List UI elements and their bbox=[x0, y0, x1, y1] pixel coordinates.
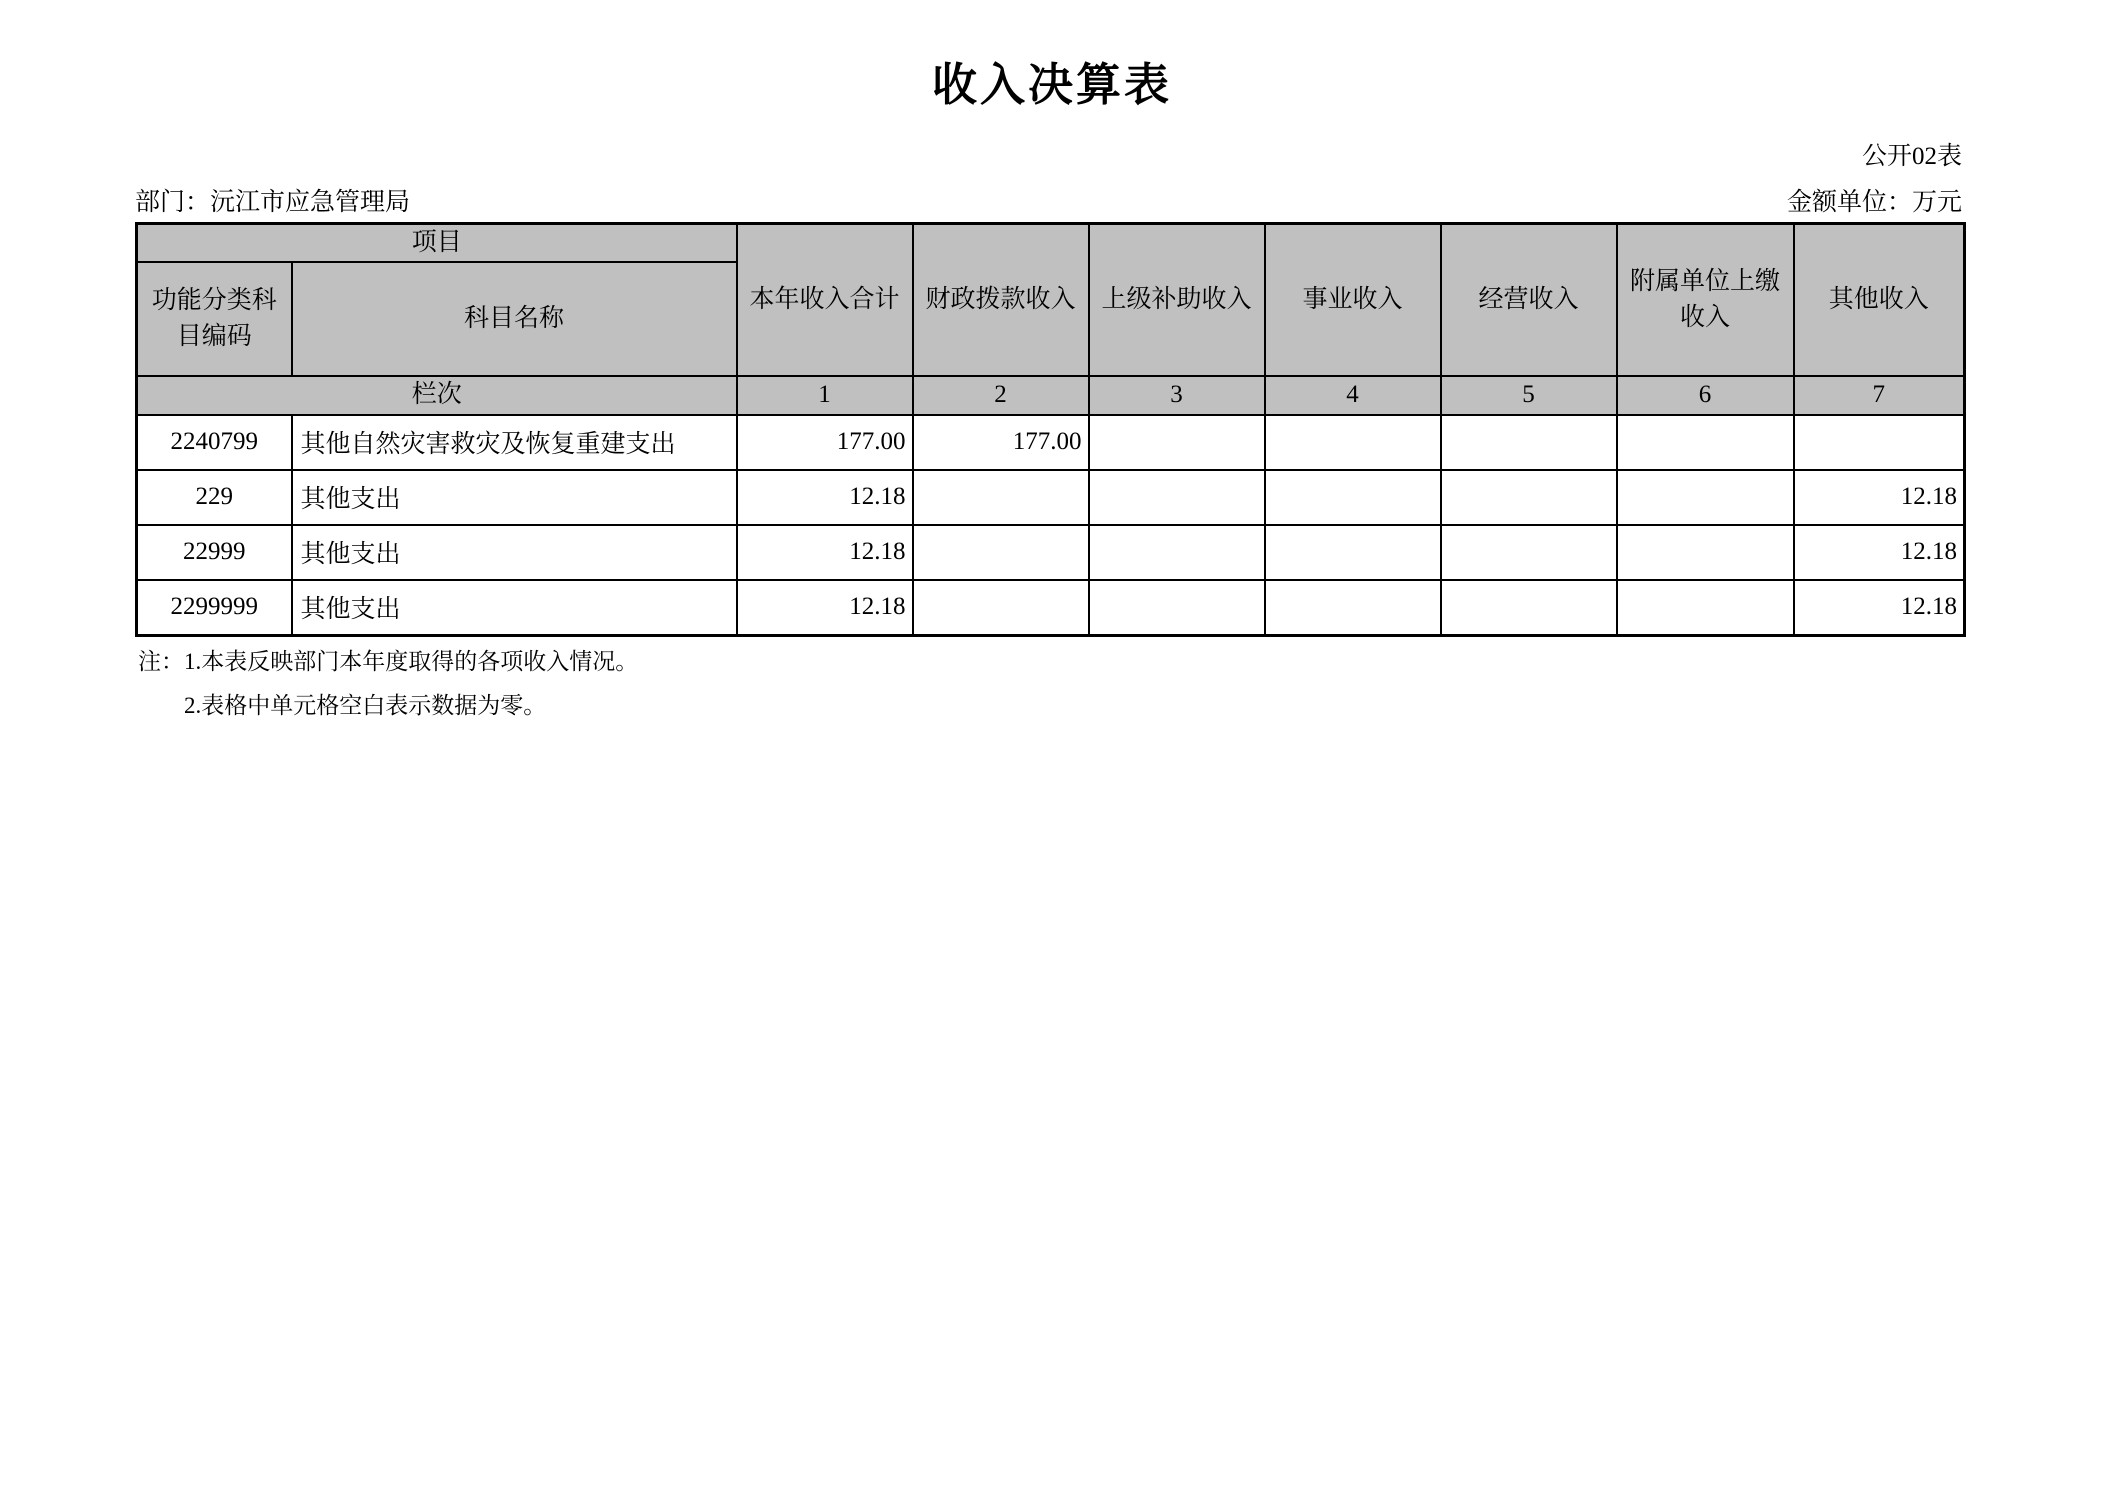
value-cell bbox=[1265, 525, 1441, 580]
header-project-group: 项目 bbox=[137, 224, 737, 263]
row-code-cell: 22999 bbox=[137, 525, 292, 580]
header-col-superior-subsidy-income: 上级补助收入 bbox=[1089, 224, 1265, 377]
value-cell bbox=[913, 470, 1089, 525]
column-number-5: 5 bbox=[1441, 376, 1617, 414]
row-code-cell: 229 bbox=[137, 470, 292, 525]
value-cell bbox=[1617, 470, 1794, 525]
row-code-cell: 2299999 bbox=[137, 580, 292, 636]
table-row bbox=[137, 470, 1965, 525]
value-cell: 12.18 bbox=[1794, 580, 1965, 636]
table-row bbox=[137, 415, 1965, 470]
footnotes bbox=[138, 648, 638, 719]
value-cell bbox=[1794, 415, 1965, 470]
sheet-label: 公开02表 bbox=[1861, 143, 1962, 170]
value-cell: 12.18 bbox=[1794, 470, 1965, 525]
header-col-operating-income: 经营收入 bbox=[1441, 224, 1617, 377]
value-cell bbox=[1265, 415, 1441, 470]
column-number-2: 2 bbox=[913, 376, 1089, 414]
value-cell: 12.18 bbox=[737, 580, 913, 636]
header-col-affiliated-unit-remitted-income: 附属单位上缴收入 bbox=[1617, 224, 1794, 377]
header-subject-name-label: 科目名称 bbox=[292, 262, 737, 376]
header-row-groups bbox=[137, 224, 1965, 263]
value-cell bbox=[1617, 525, 1794, 580]
header-col-fiscal-allocation-income: 财政拨款收入 bbox=[913, 224, 1089, 377]
column-number-3: 3 bbox=[1089, 376, 1265, 414]
value-cell bbox=[1441, 470, 1617, 525]
value-cell: 12.18 bbox=[737, 470, 913, 525]
row-name-cell: 其他支出 bbox=[292, 525, 737, 580]
value-cell bbox=[1441, 415, 1617, 470]
page-title: 收入决算表 bbox=[931, 60, 1172, 110]
row-name-cell: 其他支出 bbox=[292, 580, 737, 636]
value-cell: 177.00 bbox=[737, 415, 913, 470]
department-label: 部门：沅江市应急管理局 bbox=[135, 189, 411, 216]
header-col-total-income: 本年收入合计 bbox=[737, 224, 913, 377]
value-cell bbox=[1617, 580, 1794, 636]
value-cell bbox=[1089, 470, 1265, 525]
value-cell bbox=[913, 525, 1089, 580]
income-table bbox=[135, 222, 1966, 637]
value-cell bbox=[1089, 415, 1265, 470]
value-cell bbox=[1441, 525, 1617, 580]
table-row bbox=[137, 525, 1965, 580]
meta-line bbox=[135, 182, 1962, 218]
unit-label: 金额单位：万元 bbox=[1786, 189, 1962, 216]
value-cell bbox=[1441, 580, 1617, 636]
column-number-7: 7 bbox=[1794, 376, 1965, 414]
header-col-other-income: 其他收入 bbox=[1794, 224, 1965, 377]
row-code-cell: 2240799 bbox=[137, 415, 292, 470]
value-cell bbox=[913, 580, 1089, 636]
header-col-institution-income: 事业收入 bbox=[1265, 224, 1441, 377]
value-cell bbox=[1089, 580, 1265, 636]
value-cell bbox=[1265, 470, 1441, 525]
table-row bbox=[137, 580, 1965, 636]
value-cell bbox=[1089, 525, 1265, 580]
value-cell: 12.18 bbox=[1794, 525, 1965, 580]
column-number-4: 4 bbox=[1265, 376, 1441, 414]
value-cell: 177.00 bbox=[913, 415, 1089, 470]
row-name-cell: 其他自然灾害救灾及恢复重建支出 bbox=[292, 415, 737, 470]
row-name-cell: 其他支出 bbox=[292, 470, 737, 525]
value-cell bbox=[1265, 580, 1441, 636]
column-number-1: 1 bbox=[737, 376, 913, 414]
column-number-6: 6 bbox=[1617, 376, 1794, 414]
footnote-line-2: 2.表格中单元格空白表示数据为零。 bbox=[184, 692, 547, 718]
header-row-index-label: 栏次 bbox=[137, 376, 737, 414]
footnote-line-1: 注：1.本表反映部门本年度取得的各项收入情况。 bbox=[138, 649, 639, 674]
header-function-code-label: 功能分类科目编码 bbox=[137, 262, 292, 376]
value-cell: 12.18 bbox=[737, 525, 913, 580]
header-row-column-index bbox=[137, 376, 1965, 414]
value-cell bbox=[1617, 415, 1794, 470]
